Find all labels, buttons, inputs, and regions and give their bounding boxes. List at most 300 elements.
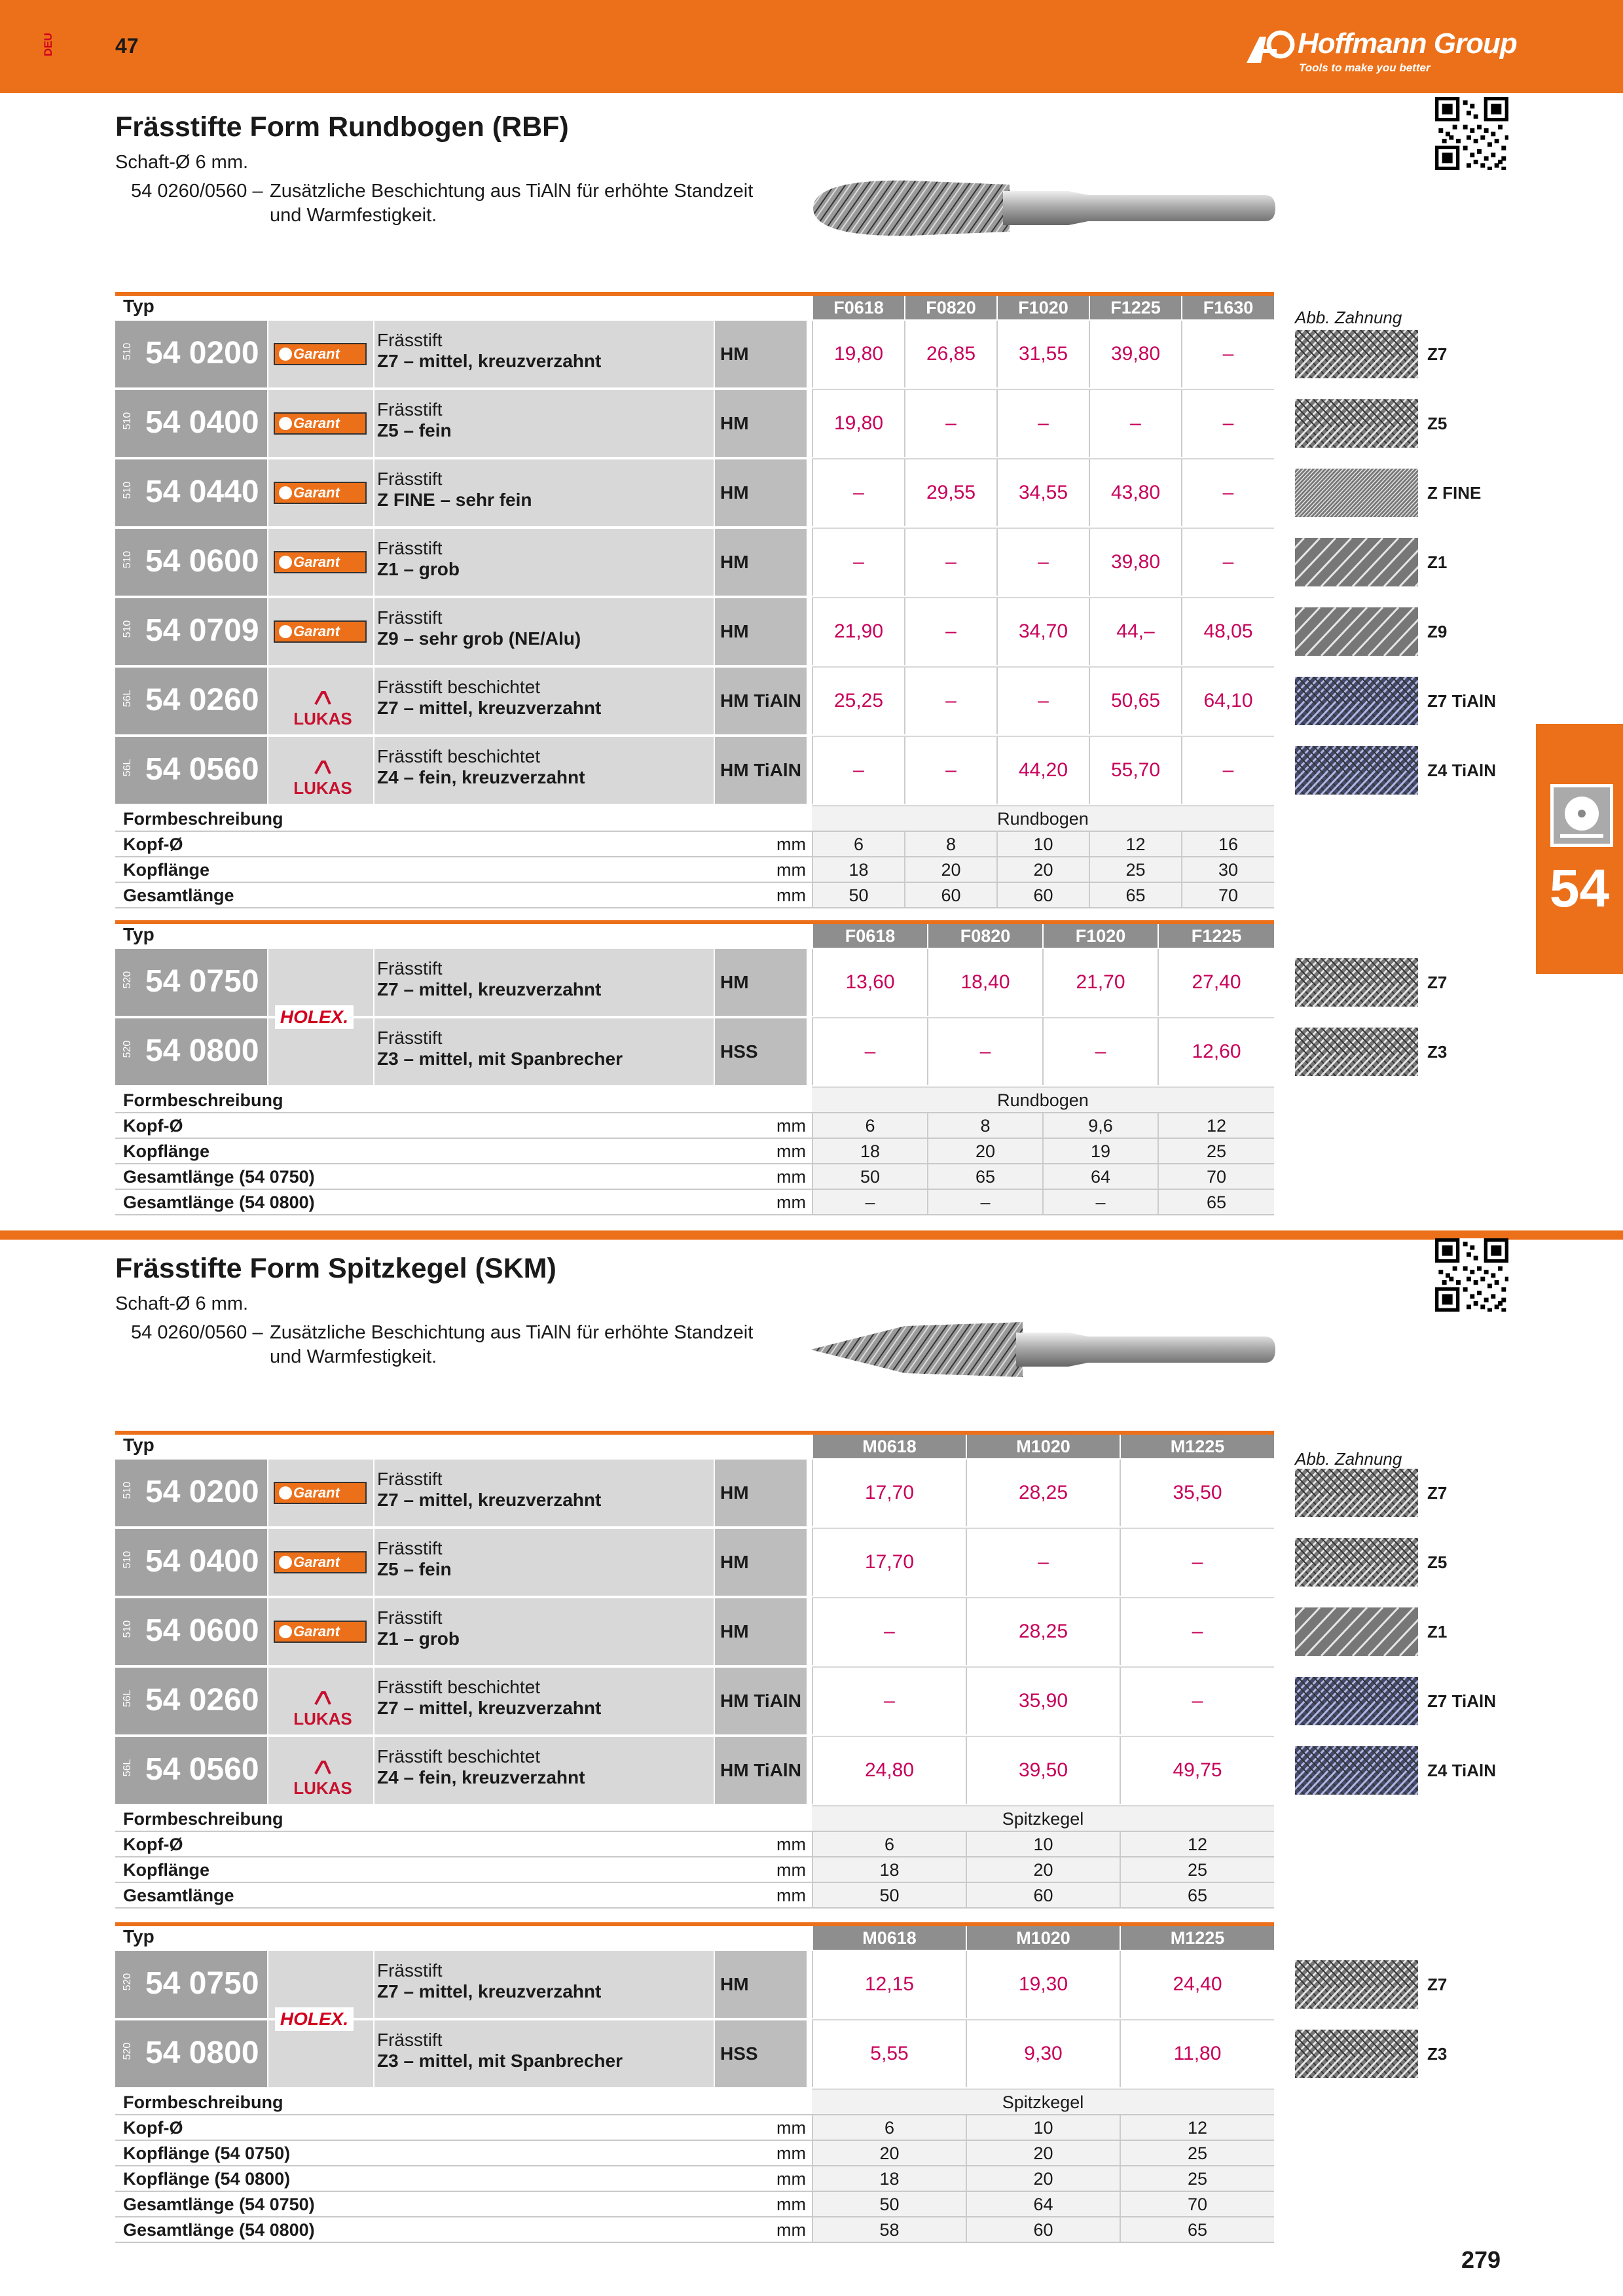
article-number: 54 0750 xyxy=(145,1966,259,2001)
product-table xyxy=(115,1431,1274,1909)
spec-shape: Spitzkegel xyxy=(812,1806,1274,1832)
tooth-image xyxy=(1295,330,1418,378)
price-cell[interactable]: 13,60 xyxy=(812,949,927,1016)
tooth-label: Z1 xyxy=(1427,1622,1448,1641)
spec-row xyxy=(115,832,1274,857)
description-toothing: Z3 – mittel, mit Spanbrecher xyxy=(377,2051,623,2071)
spec-value: 20 xyxy=(966,2166,1120,2192)
spec-value: 65 xyxy=(1158,1190,1274,1215)
spec-value: 65 xyxy=(927,1164,1042,1190)
spec-row xyxy=(115,1832,1274,1857)
product-row[interactable] xyxy=(115,459,1274,528)
article-number: 54 0800 xyxy=(145,2036,259,2070)
tooth-image xyxy=(1295,399,1418,448)
product-row[interactable] xyxy=(115,949,1274,1027)
spec-row xyxy=(115,2217,1274,2243)
spec-unit: mm xyxy=(776,886,806,905)
material-cell: HM xyxy=(715,1460,807,1526)
spec-value: 10 xyxy=(966,1832,1120,1857)
spec-label: Formbeschreibung xyxy=(123,2092,283,2112)
spec-value: 60 xyxy=(904,883,996,908)
spec-row xyxy=(115,1190,1274,1215)
description-cell xyxy=(374,459,714,526)
price-cell[interactable]: – xyxy=(996,668,1089,734)
price-cell[interactable]: – xyxy=(812,737,904,804)
price-cell[interactable]: – xyxy=(904,598,996,665)
description-cell xyxy=(374,321,714,387)
material-cell: HSS xyxy=(715,2020,807,2087)
description-cell xyxy=(374,598,714,665)
spec-unit: mm xyxy=(776,1835,806,1854)
description-toothing: Z3 – mittel, mit Spanbrecher xyxy=(377,1049,623,1069)
spec-value: 20 xyxy=(927,1139,1042,1164)
spec-value: 12 xyxy=(1120,1832,1274,1857)
spec-value: 20 xyxy=(966,1857,1120,1883)
material-cell: HM xyxy=(715,598,807,665)
product-row[interactable] xyxy=(115,1737,1274,1805)
spec-unit: mm xyxy=(776,1860,806,1880)
tooth-label: Z1 xyxy=(1427,552,1448,572)
garant-logo: Garant xyxy=(274,1482,367,1504)
tooth-label: Z FINE xyxy=(1427,483,1482,503)
size-column-header: M1225 xyxy=(1120,1926,1274,1950)
product-row[interactable] xyxy=(115,321,1274,389)
price-cell[interactable]: – xyxy=(904,390,996,457)
price-cell[interactable]: – xyxy=(1181,529,1274,596)
description-toothing: Z4 – fein, kreuzverzahnt xyxy=(377,767,585,787)
product-row[interactable] xyxy=(115,598,1274,666)
price-cell[interactable]: – xyxy=(812,459,904,526)
price-cell[interactable]: – xyxy=(1042,1018,1158,1085)
description-toothing: Z5 – fein xyxy=(377,1559,452,1579)
spec-value: 25 xyxy=(1158,1139,1274,1164)
description-type: Frässtift beschichtet xyxy=(377,1677,540,1697)
article-prefix: 510 xyxy=(122,412,133,430)
price-cell[interactable]: – xyxy=(812,1598,966,1665)
article-number: 54 0400 xyxy=(145,405,259,440)
description-toothing: Z7 – mittel, kreuzverzahnt xyxy=(377,1981,602,2001)
tooth-label: Z9 xyxy=(1427,622,1448,641)
spec-label: Formbeschreibung xyxy=(123,809,283,829)
price-cell[interactable]: – xyxy=(904,529,996,596)
brand-cell xyxy=(268,598,373,665)
spec-divider xyxy=(115,2242,1274,2243)
product-row[interactable] xyxy=(115,1529,1274,1597)
description-type: Frässtift xyxy=(377,1960,443,1981)
description-cell xyxy=(374,1529,714,1596)
spec-value: – xyxy=(927,1190,1042,1215)
spec-row xyxy=(115,2192,1274,2217)
price-cell[interactable]: 12,15 xyxy=(812,1951,966,2018)
spec-unit: mm xyxy=(776,1141,806,1161)
spec-label: Kopf-Ø xyxy=(123,1116,183,1136)
price-cell[interactable]: 50,65 xyxy=(1089,668,1181,734)
brand-cell xyxy=(268,459,373,526)
description-type: Frässtift beschichtet xyxy=(377,746,540,766)
tooth-image xyxy=(1295,677,1418,725)
price-cell[interactable]: – xyxy=(1120,1668,1274,1734)
price-cell[interactable]: – xyxy=(996,529,1089,596)
description-cell xyxy=(374,529,714,596)
spec-unit: mm xyxy=(776,834,806,854)
price-cell[interactable]: – xyxy=(996,390,1089,457)
price-cell[interactable]: 19,30 xyxy=(966,1951,1120,2018)
spec-value: 64 xyxy=(966,2192,1120,2217)
spec-label: Kopf-Ø xyxy=(123,2118,183,2138)
article-prefix: 56L xyxy=(122,1689,133,1708)
price-cell[interactable]: 43,80 xyxy=(1089,459,1181,526)
description-cell xyxy=(374,1668,714,1734)
article-cell xyxy=(115,1598,267,1665)
spec-label: Gesamtlänge (54 0800) xyxy=(123,2220,315,2240)
price-cell[interactable]: – xyxy=(1120,1598,1274,1665)
price-cell[interactable]: – xyxy=(812,1668,966,1734)
price-cell[interactable]: – xyxy=(1181,459,1274,526)
price-cell[interactable]: 25,25 xyxy=(812,668,904,734)
spec-value: 9,6 xyxy=(1042,1113,1158,1139)
price-cell[interactable]: 18,40 xyxy=(927,949,1042,1016)
spec-shape: Rundbogen xyxy=(812,806,1274,832)
note-text: Zusätzliche Beschichtung aus TiAlN für erhöhte Standzeit und Warmfestigkeit. xyxy=(270,1322,754,1367)
description-toothing: Z7 – mittel, kreuzverzahnt xyxy=(377,1698,602,1718)
tooth-label: Z7 xyxy=(1427,973,1448,992)
price-cell[interactable]: 34,55 xyxy=(996,459,1089,526)
spec-value: 10 xyxy=(996,832,1089,857)
price-cell[interactable]: 21,90 xyxy=(812,598,904,665)
article-cell xyxy=(115,1529,267,1596)
price-cell[interactable]: 5,55 xyxy=(812,2020,966,2087)
price-cell[interactable]: 39,50 xyxy=(966,1737,1120,1804)
spec-value: – xyxy=(812,1190,927,1215)
product-row[interactable] xyxy=(115,529,1274,597)
description-cell xyxy=(374,1737,714,1804)
article-prefix: 56L xyxy=(122,689,133,708)
price-cell[interactable]: 11,80 xyxy=(1120,2020,1274,2087)
spec-value: – xyxy=(1042,1190,1158,1215)
article-number: 54 0800 xyxy=(145,1033,259,1068)
description-cell xyxy=(374,1018,714,1085)
spec-value: 20 xyxy=(966,2141,1120,2166)
garant-logo: Garant xyxy=(274,620,367,643)
spec-label: Gesamtlänge xyxy=(123,1886,234,1905)
description-type: Frässtift xyxy=(377,958,443,978)
size-column-header: F0618 xyxy=(812,924,927,948)
note-codes: 54 0260/0560 – xyxy=(131,1322,263,1343)
description-cell xyxy=(374,1598,714,1665)
toothing-caption: Abb. Zahnung xyxy=(1295,1449,1402,1469)
size-column-header: F1020 xyxy=(996,296,1089,319)
article-cell xyxy=(115,459,267,526)
type-label: Typ xyxy=(123,1435,155,1455)
spec-value: 10 xyxy=(966,2115,1120,2141)
language-code: DEU xyxy=(41,33,54,56)
article-cell xyxy=(115,1460,267,1526)
price-cell[interactable]: 19,80 xyxy=(812,321,904,387)
price-cell[interactable]: – xyxy=(904,668,996,734)
page-number: 279 xyxy=(1461,2246,1501,2273)
spec-value: 12 xyxy=(1120,2115,1274,2141)
shaft-diameter: Schaft-Ø 6 mm. xyxy=(115,152,249,173)
section-title: Frässtifte Form Spitzkegel (SKM) xyxy=(115,1253,556,1284)
description-type: Frässtift xyxy=(377,538,443,558)
description-type: Frässtift xyxy=(377,1469,443,1489)
spec-row xyxy=(115,857,1274,883)
section-separator xyxy=(0,1230,1623,1240)
price-cell[interactable]: 35,90 xyxy=(966,1668,1120,1734)
price-cell[interactable]: 44,20 xyxy=(996,737,1089,804)
spec-label: Gesamtlänge (54 0750) xyxy=(123,1167,315,1187)
lukas-logo: LUKAS xyxy=(287,761,359,787)
brand-cell xyxy=(268,1668,373,1734)
spec-value: 65 xyxy=(1120,1883,1274,1909)
spec-value: 50 xyxy=(812,883,904,908)
article-number: 54 0260 xyxy=(145,683,259,717)
garant-logo: Garant xyxy=(274,1551,367,1573)
qr-code[interactable] xyxy=(1435,1238,1508,1312)
spec-label: Kopflänge xyxy=(123,1141,210,1161)
brand-cell xyxy=(268,321,373,387)
material-cell: HM TiAlN xyxy=(715,1737,807,1804)
description-type: Frässtift xyxy=(377,330,443,350)
logo-name: Hoffmann Group xyxy=(1298,27,1517,60)
article-cell xyxy=(115,390,267,457)
size-column-header: M1020 xyxy=(966,1435,1120,1458)
hoffmann-logo-icon xyxy=(1244,30,1295,64)
spec-value: 60 xyxy=(966,1883,1120,1909)
product-row[interactable] xyxy=(115,1668,1274,1736)
article-cell xyxy=(115,668,267,734)
tooth-image xyxy=(1295,607,1418,656)
spec-row xyxy=(115,1088,1274,1113)
price-cell[interactable]: – xyxy=(1120,1529,1274,1596)
price-cell[interactable]: 39,80 xyxy=(1089,529,1181,596)
holex-logo: HOLEX. xyxy=(275,2007,354,2031)
material-cell: HM TiAlN xyxy=(715,1668,807,1734)
tooth-image xyxy=(1295,746,1418,795)
size-column-header: M1020 xyxy=(966,1926,1120,1950)
spec-value: 58 xyxy=(812,2217,966,2243)
garant-logo: Garant xyxy=(274,1621,367,1643)
brand-cell xyxy=(268,1737,373,1804)
material-cell: HM xyxy=(715,390,807,457)
article-number: 54 0560 xyxy=(145,1752,259,1787)
price-cell[interactable]: – xyxy=(904,737,996,804)
price-cell[interactable]: 19,80 xyxy=(812,390,904,457)
spec-value: 8 xyxy=(927,1113,1042,1139)
price-cell[interactable]: 48,05 xyxy=(1181,598,1274,665)
spec-divider xyxy=(115,1214,1274,1215)
garant-logo: Garant xyxy=(274,412,367,435)
article-prefix: 510 xyxy=(122,550,133,569)
size-column-header: F0820 xyxy=(927,924,1042,948)
price-cell[interactable]: 35,50 xyxy=(1120,1460,1274,1526)
price-cell[interactable]: 29,55 xyxy=(904,459,996,526)
price-cell[interactable]: 26,85 xyxy=(904,321,996,387)
brand-cell xyxy=(268,1951,373,2029)
article-number: 54 0709 xyxy=(145,613,259,648)
spec-value: 65 xyxy=(1089,883,1181,908)
spec-value: 12 xyxy=(1089,832,1181,857)
spec-row xyxy=(115,806,1274,832)
spec-unit: mm xyxy=(776,1167,806,1187)
spec-unit: mm xyxy=(776,1886,806,1905)
spec-unit: mm xyxy=(776,2169,806,2189)
price-cell[interactable]: – xyxy=(1181,321,1274,387)
brand-cell xyxy=(268,1598,373,1665)
spec-row xyxy=(115,1139,1274,1164)
spec-shape: Rundbogen xyxy=(812,1088,1274,1113)
spec-value: 70 xyxy=(1120,2192,1274,2217)
tooth-label: Z4 TiAlN xyxy=(1427,1761,1496,1780)
article-number: 54 0750 xyxy=(145,964,259,999)
article-prefix: 520 xyxy=(122,2042,133,2060)
price-cell[interactable]: 28,25 xyxy=(966,1460,1120,1526)
lukas-logo: LUKAS xyxy=(287,691,359,717)
price-cell[interactable]: 17,70 xyxy=(812,1529,966,1596)
brand-cell xyxy=(268,529,373,596)
product-row[interactable] xyxy=(115,668,1274,736)
description-cell xyxy=(374,1460,714,1526)
spec-row xyxy=(115,2115,1274,2141)
brand-cell xyxy=(268,1529,373,1596)
tooth-label: Z3 xyxy=(1427,1042,1448,1062)
description-cell xyxy=(374,668,714,734)
spec-label: Gesamtlänge (54 0800) xyxy=(123,1193,315,1212)
spec-unit: mm xyxy=(776,2144,806,2163)
article-prefix: 520 xyxy=(122,1040,133,1058)
tooth-image xyxy=(1295,1607,1418,1656)
spec-unit: mm xyxy=(776,860,806,880)
spec-row xyxy=(115,1857,1274,1883)
price-cell[interactable]: 24,40 xyxy=(1120,1951,1274,2018)
price-cell[interactable]: 64,10 xyxy=(1181,668,1274,734)
price-cell[interactable]: 21,70 xyxy=(1042,949,1158,1016)
description-cell xyxy=(374,390,714,457)
coating-note xyxy=(131,1321,773,1369)
spec-label: Kopflänge xyxy=(123,1860,210,1880)
price-cell[interactable]: – xyxy=(812,1018,927,1085)
price-cell[interactable]: – xyxy=(927,1018,1042,1085)
lukas-logo: LUKAS xyxy=(287,1691,359,1717)
spec-value: 30 xyxy=(1181,857,1274,883)
material-cell: HM xyxy=(715,1951,807,2018)
price-cell[interactable]: 55,70 xyxy=(1089,737,1181,804)
price-cell[interactable]: 39,80 xyxy=(1089,321,1181,387)
spec-value: 70 xyxy=(1158,1164,1274,1190)
article-prefix: 510 xyxy=(122,342,133,361)
spec-value: 50 xyxy=(812,1164,927,1190)
product-row[interactable] xyxy=(115,1951,1274,2029)
spec-row xyxy=(115,2090,1274,2115)
qr-code[interactable] xyxy=(1435,97,1508,170)
description-cell xyxy=(374,949,714,1016)
description-type: Frässtift xyxy=(377,1538,443,1558)
price-cell[interactable]: 28,25 xyxy=(966,1598,1120,1665)
price-cell[interactable]: – xyxy=(812,529,904,596)
size-column-header: F1225 xyxy=(1158,924,1274,948)
description-type: Frässtift beschichtet xyxy=(377,677,540,697)
tooth-image xyxy=(1295,1028,1418,1076)
tooth-label: Z5 xyxy=(1427,1552,1448,1572)
description-type: Frässtift xyxy=(377,399,443,420)
price-cell[interactable]: 17,70 xyxy=(812,1460,966,1526)
price-cell[interactable]: 31,55 xyxy=(996,321,1089,387)
product-row[interactable] xyxy=(115,1598,1274,1666)
product-row[interactable] xyxy=(115,1460,1274,1528)
shaft-diameter: Schaft-Ø 6 mm. xyxy=(115,1293,249,1314)
chapter-tab[interactable] xyxy=(1536,724,1623,974)
grinding-disc-icon xyxy=(1550,784,1613,847)
brand-cell xyxy=(268,737,373,804)
material-cell: HM xyxy=(715,949,807,1016)
tooth-image xyxy=(1295,1746,1418,1795)
note-codes: 54 0260/0560 – xyxy=(131,181,263,202)
article-prefix: 510 xyxy=(122,1481,133,1499)
price-cell[interactable]: 44,– xyxy=(1089,598,1181,665)
article-prefix: 56L xyxy=(122,1759,133,1777)
tooth-image xyxy=(1295,538,1418,586)
description-toothing: Z9 – sehr grob (NE/Alu) xyxy=(377,628,581,649)
price-cell[interactable]: – xyxy=(1181,737,1274,804)
material-cell: HM xyxy=(715,321,807,387)
spec-label: Gesamtlänge (54 0750) xyxy=(123,2195,315,2214)
spec-value: 65 xyxy=(1120,2217,1274,2243)
product-table xyxy=(115,292,1274,908)
chapter-number: 54 xyxy=(1549,859,1610,918)
spec-value: 70 xyxy=(1181,883,1274,908)
spec-unit: mm xyxy=(776,1193,806,1212)
size-column-header: F0618 xyxy=(812,296,904,319)
spec-shape: Spitzkegel xyxy=(812,2090,1274,2115)
tooth-label: Z7 xyxy=(1427,1975,1448,1994)
description-toothing: Z7 – mittel, kreuzverzahnt xyxy=(377,979,602,999)
garant-logo: Garant xyxy=(274,343,367,365)
spec-value: 6 xyxy=(812,1832,966,1857)
tooth-label: Z7 xyxy=(1427,1483,1448,1503)
spec-value: 64 xyxy=(1042,1164,1158,1190)
price-cell[interactable]: 27,40 xyxy=(1158,949,1274,1016)
tooth-label: Z7 xyxy=(1427,344,1448,364)
spec-label: Kopflänge (54 0750) xyxy=(123,2144,291,2163)
product-table xyxy=(115,1922,1274,2243)
price-cell[interactable]: 9,30 xyxy=(966,2020,1120,2087)
price-cell[interactable]: – xyxy=(1089,390,1181,457)
spec-label: Kopflänge (54 0800) xyxy=(123,2169,291,2189)
price-cell[interactable]: – xyxy=(1181,390,1274,457)
type-label: Typ xyxy=(123,924,155,944)
description-cell xyxy=(374,737,714,804)
spec-divider xyxy=(115,1907,1274,1909)
product-row[interactable] xyxy=(115,390,1274,458)
spec-value: 19 xyxy=(1042,1139,1158,1164)
product-row[interactable] xyxy=(115,737,1274,805)
price-cell[interactable]: 49,75 xyxy=(1120,1737,1274,1804)
spec-row xyxy=(115,883,1274,908)
article-cell xyxy=(115,1951,267,2018)
price-cell[interactable]: 12,60 xyxy=(1158,1018,1274,1085)
description-toothing: Z5 – fein xyxy=(377,420,452,440)
article-cell xyxy=(115,321,267,387)
material-cell: HM xyxy=(715,1598,807,1665)
article-number: 54 0600 xyxy=(145,1613,259,1648)
price-cell[interactable]: – xyxy=(966,1529,1120,1596)
spec-value: 25 xyxy=(1120,2141,1274,2166)
price-cell[interactable]: 24,80 xyxy=(812,1737,966,1804)
article-prefix: 510 xyxy=(122,481,133,499)
price-cell[interactable]: 34,70 xyxy=(996,598,1089,665)
size-column-header: F1225 xyxy=(1089,296,1181,319)
logo-tagline: Tools to make you better xyxy=(1299,62,1431,74)
